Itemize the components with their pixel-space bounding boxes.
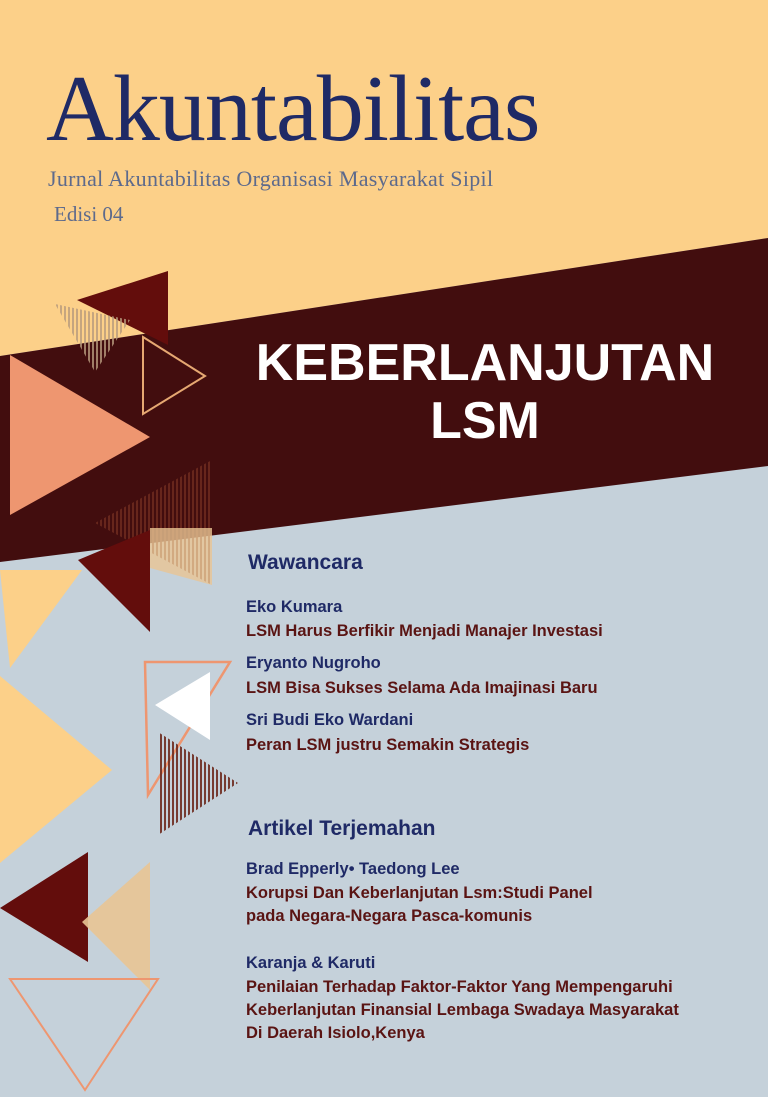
interviews-heading: Wawancara xyxy=(248,551,363,574)
headline-line: KEBERLANJUTAN xyxy=(255,334,715,392)
interview-author: Eryanto Nugroho xyxy=(246,654,381,672)
article-author: Brad Epperly• Taedong Lee xyxy=(246,860,460,878)
article-title-line: Keberlanjutan Finansial Lembaga Swadaya Masyarakat xyxy=(246,1001,679,1019)
article-title-line: Korupsi Dan Keberlanjutan Lsm:Studi Panel xyxy=(246,884,593,902)
masthead-subtitle: Jurnal Akuntabilitas Organisasi Masyarakat Sipil xyxy=(48,166,494,191)
interview-title: LSM Bisa Sukses Selama Ada Imajinasi Baru xyxy=(246,679,598,697)
article-title xyxy=(246,976,679,1045)
edition-label: Edisi 04 xyxy=(54,202,124,226)
headline-line: LSM xyxy=(430,392,540,450)
interview-title: Peran LSM justru Semakin Strategis xyxy=(246,736,530,754)
article-author: Karanja & Karuti xyxy=(246,954,376,972)
article-title-line: Penilaian Terhadap Faktor-Faktor Yang Mempengaruhi xyxy=(246,978,673,996)
interview-author: Eko Kumara xyxy=(246,598,343,616)
cover-headline xyxy=(250,334,720,450)
article-title-line: pada Negara-Negara Pasca-komunis xyxy=(246,907,533,925)
masthead-title: Akuntabilitas xyxy=(46,57,540,161)
interview-author: Sri Budi Eko Wardani xyxy=(246,711,414,729)
translations-heading: Artikel Terjemahan xyxy=(248,817,436,840)
interview-title: LSM Harus Berfikir Menjadi Manajer Investasi xyxy=(246,622,603,640)
article-title-line: Di Daerah Isiolo,Kenya xyxy=(246,1024,425,1042)
article-title xyxy=(246,882,593,928)
